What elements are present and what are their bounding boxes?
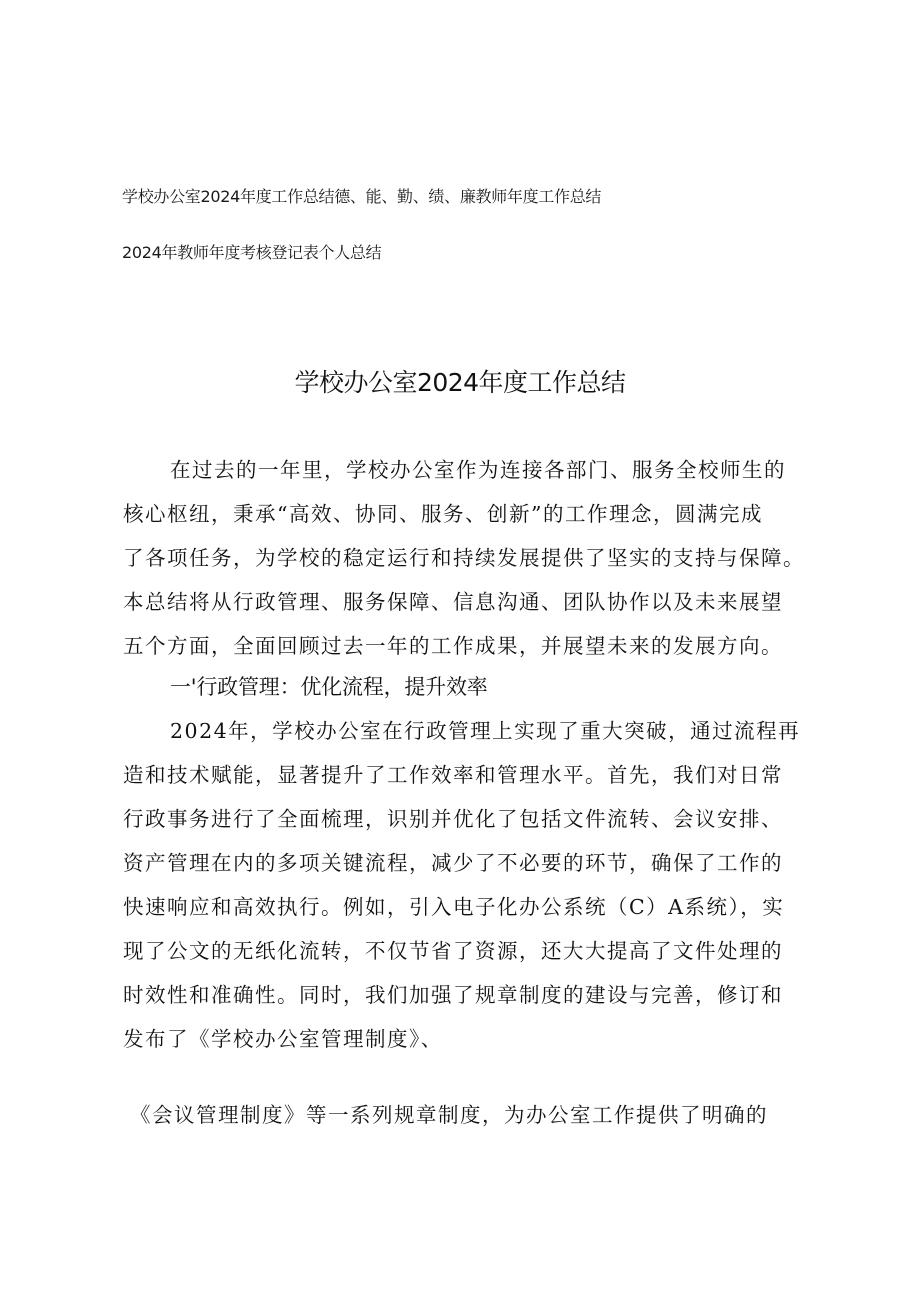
intro-paragraph-line: 了各项任务，为学校的稳定运行和持续发展提供了坚实的支持与保障。 (123, 546, 805, 570)
section1-paragraph-line: 造和技术赋能，显著提升了工作效率和管理水平。首先，我们对日常 (123, 763, 783, 787)
intro-paragraph-line: 核心枢纽，秉承“高效、协同、服务、创新”的工作理念，圆满完成 (123, 502, 763, 526)
section-heading-1: 一'行政管理：优化流程，提升效率 (170, 675, 488, 699)
section1-paragraph-line: 行政事务进行了全面梳理，识别并优化了包括文件流转、会议安排、 (123, 807, 783, 831)
section1-paragraph-line: 现了公文的无纸化流转，不仅节省了资源，还大大提高了文件处理的 (123, 939, 783, 963)
header-line-2: 2024年教师年度考核登记表个人总结 (122, 243, 382, 262)
trailing-paragraph-line: 《会议管理制度》等一系列规章制度，为办公室工作提供了明确的 (130, 1103, 768, 1127)
document-title: 学校办公室2024年度工作总结 (294, 368, 626, 397)
section1-paragraph-line: 资产管理在内的多项关键流程，减少了不必要的环节，确保了工作的 (123, 851, 783, 875)
intro-paragraph-line: 五个方面，全面回顾过去一年的工作成果，并展望未来的发展方向。 (123, 634, 783, 658)
section1-paragraph-line: 快速响应和高效执行。例如，引入电子化办公系统（C）A系统），实 (123, 895, 785, 919)
intro-paragraph-line: 本总结将从行政管理、服务保障、信息沟通、团队协作以及未来展望 (123, 590, 783, 614)
section1-paragraph-line: 2024年，学校办公室在行政管理上实现了重大突破，通过流程再 (170, 719, 801, 743)
intro-paragraph-line: 在过去的一年里，学校办公室作为连接各部门、服务全校师生的 (170, 458, 786, 482)
section1-paragraph-line: 时效性和准确性。同时，我们加强了规章制度的建设与完善，修订和 (123, 983, 783, 1007)
header-line-1: 学校办公室2024年度工作总结德、能、勤、绩、廉教师年度工作总结 (122, 187, 602, 206)
section1-paragraph-line: 发布了《学校办公室管理制度》、 (123, 1027, 443, 1051)
